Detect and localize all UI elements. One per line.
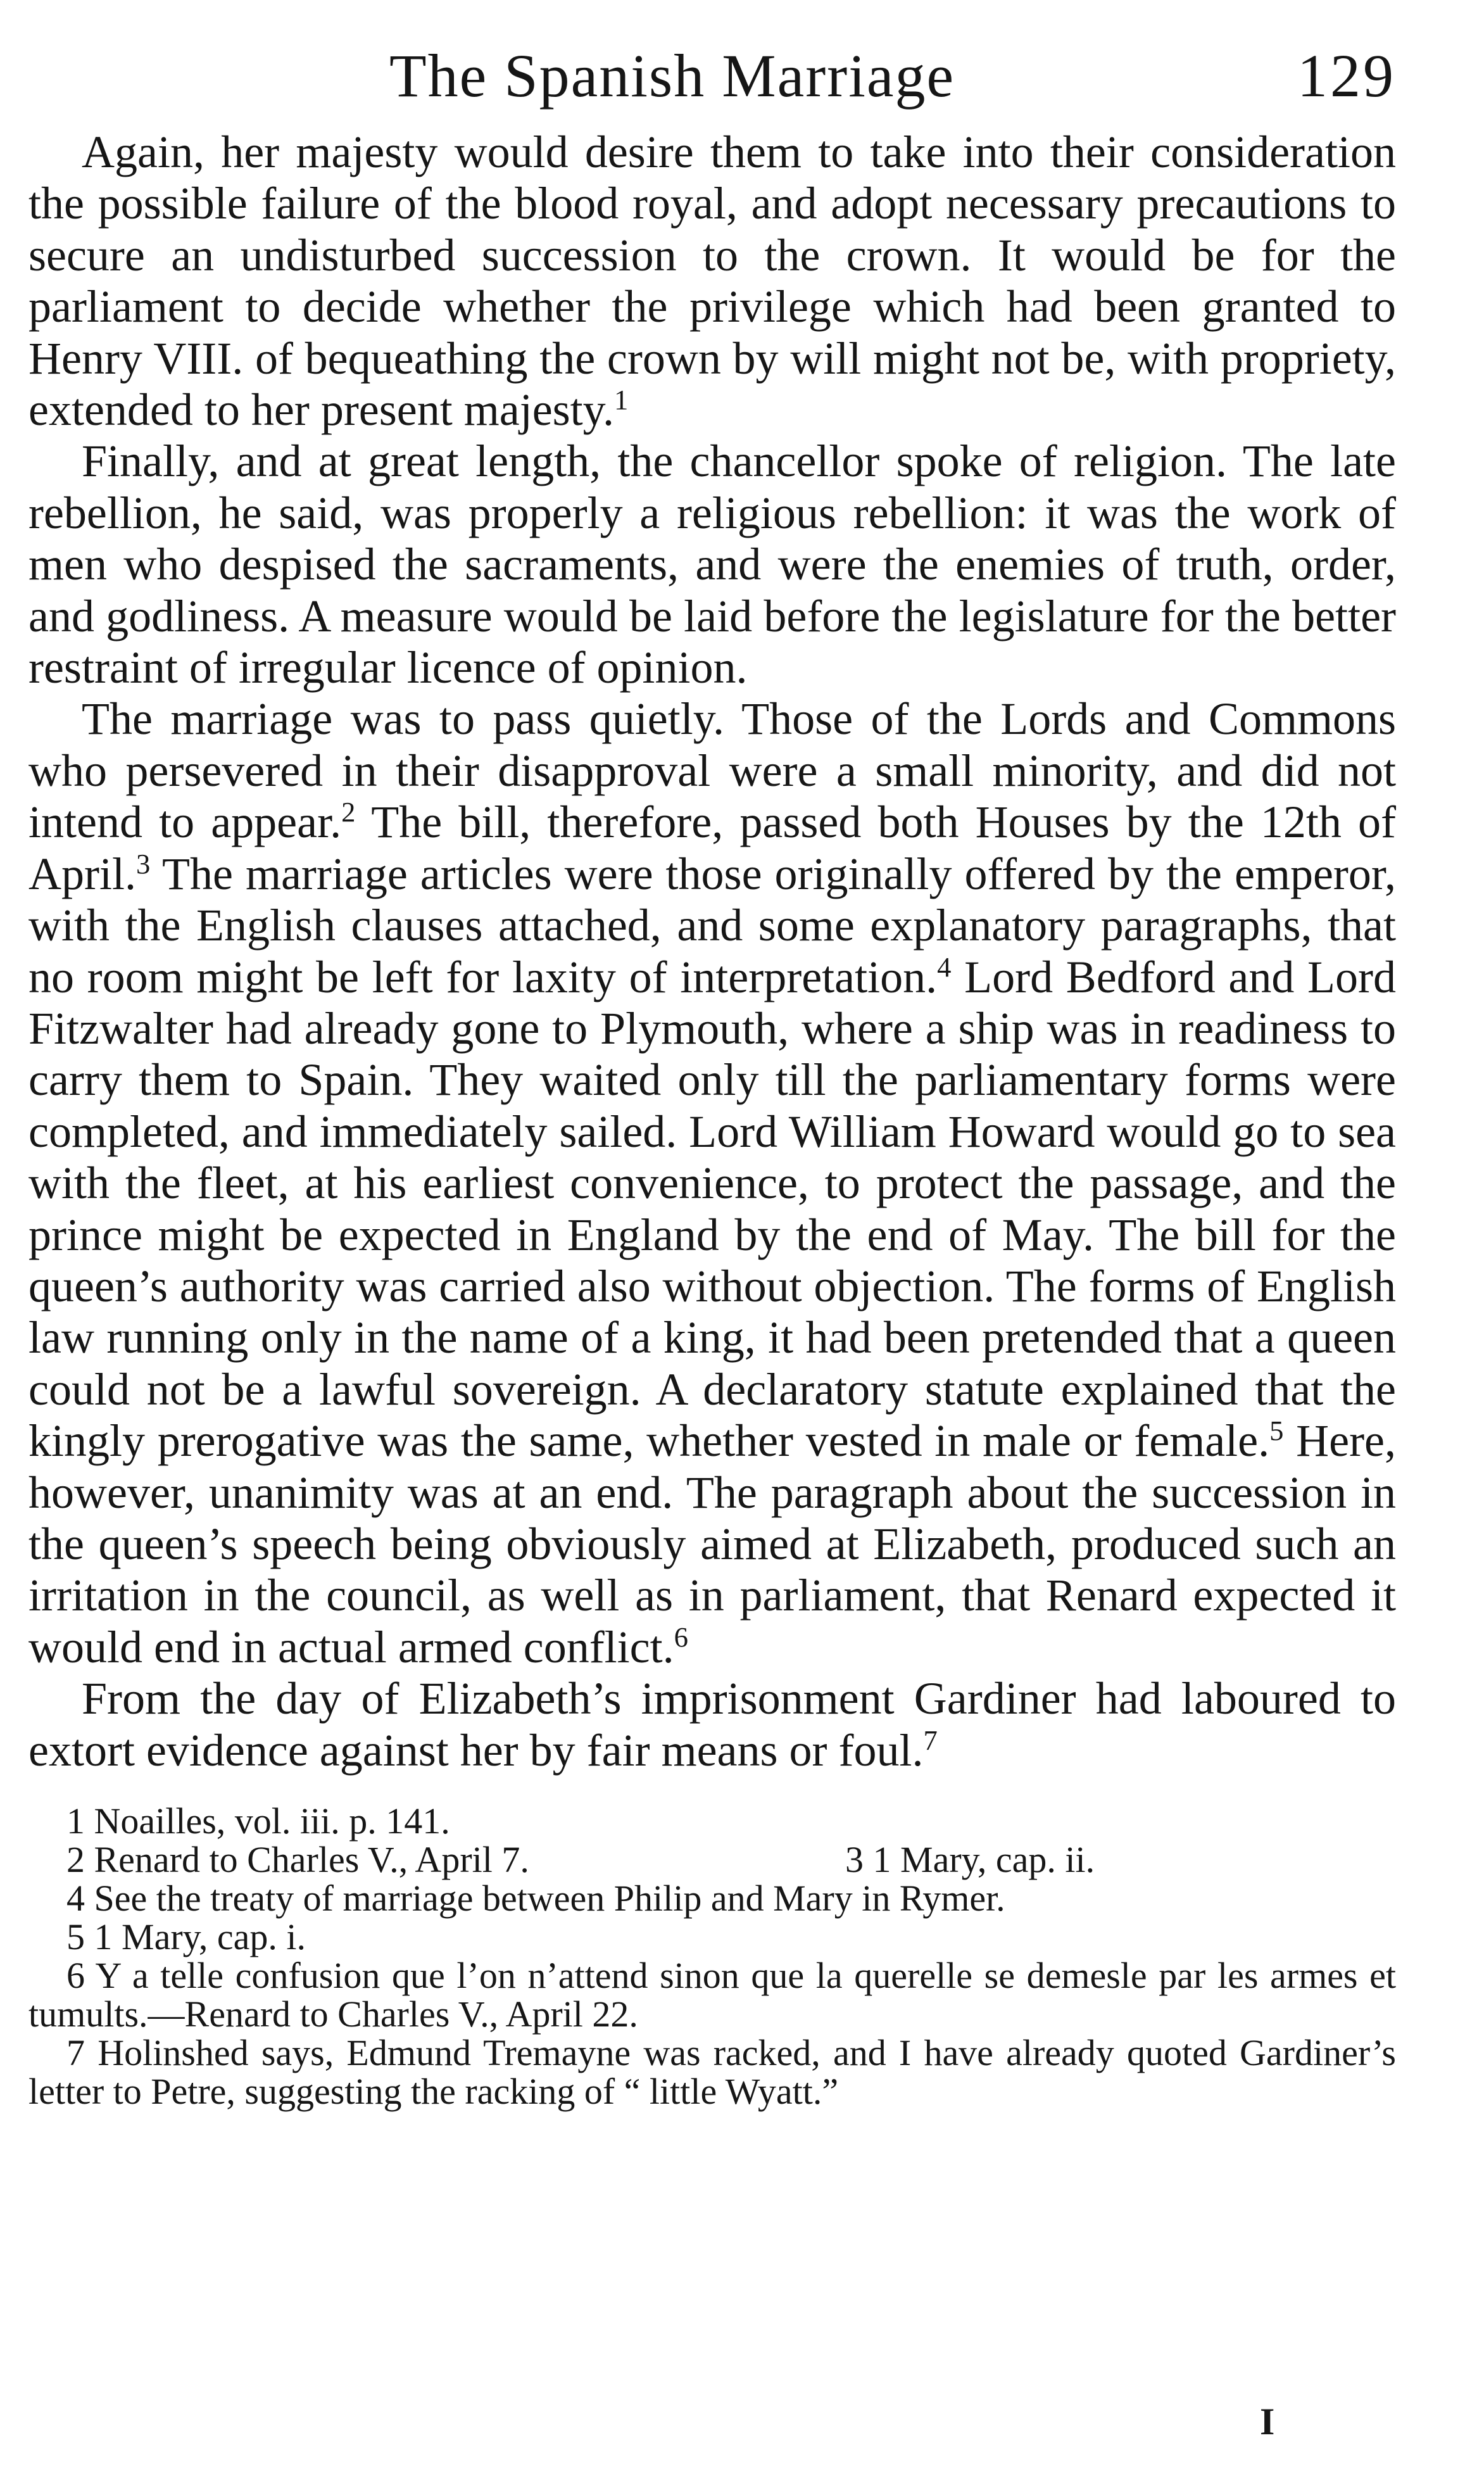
paragraph-text: The marriage articles were those originally offered by the emperor, with the English clauses attached, and some explanatory paragraphs, that no room might be left for laxity of interpretation. xyxy=(28,848,1396,1002)
footnote-ref: 4 xyxy=(937,951,952,983)
paragraph xyxy=(28,1673,1396,1776)
book-page xyxy=(28,38,1396,2111)
footnotes xyxy=(28,1802,1396,2111)
paragraph-text: Lord Bedford and Lord Fitzwalter had already gone to Plymouth, where a ship was in readiness to carry them to Spain. They waited only till the parliamentary forms were completed, and immediately sailed. Lord William Howard would go to sea with the fleet, at his earliest convenience, to protect the passage, and the prince might be expected in England by the end of May. The bill for the queen’s authority was carried also without objection. The forms of English law running only in the name of a king, it had been pretended that a queen could not be a lawful sovereign. A declaratory statute explained that the kingly prerogative was the same, whether vested in male or female. xyxy=(28,951,1396,1467)
footnote-6: 6 Y a telle confusion que l’on n’attend sinon que la querelle se demesle par les armes et tumults.—Renard to Charles V., April 22. xyxy=(28,1955,1396,2035)
page-header xyxy=(28,38,1396,127)
paragraph-text: The bill, therefore, passed both Houses by the 12th of April. xyxy=(28,797,1396,899)
paragraph xyxy=(28,127,1396,436)
paragraph xyxy=(28,436,1396,693)
paragraph-text: Again, her majesty would desire them to take into their consideration the possible failure of the blood royal, and adopt necessary precautions to secure an undisturbed succession to the crown. It would be for the parliament to decide whether the privilege which had been granted to Henry VIII. of bequeathing the crown by will might not be, with propriety, extended to her present majesty. xyxy=(28,127,1396,436)
footnote-4: 4 See the treaty of marriage between Philip and Mary in Rymer. xyxy=(66,1878,1005,1919)
paragraph-text: The marriage was to pass quietly. Those of the Lords and Commons who persevered in their disapproval were a small minority, and did not intend to appear. xyxy=(28,693,1396,848)
footnote-ref: 7 xyxy=(923,1724,938,1756)
running-title: The Spanish Marriage xyxy=(389,42,955,110)
signature-mark: I xyxy=(1260,2401,1278,2443)
footnote-7: 7 Holinshed says, Edmund Tremayne was racked, and I have already quoted Gardiner’s letter to Petre, suggesting the racking of “ little Wyatt.” xyxy=(28,2032,1396,2112)
footnote-row xyxy=(28,1840,1396,1879)
footnote-1: 1 Noailles, vol. iii. p. 141. xyxy=(66,1800,450,1842)
page-number: 129 xyxy=(1297,42,1396,110)
footnote-ref: 6 xyxy=(674,1621,688,1653)
footnote-ref: 3 xyxy=(135,847,151,880)
footnote-ref: 2 xyxy=(341,796,356,828)
body-text xyxy=(28,127,1396,1776)
footnote-ref: 5 xyxy=(1269,1415,1284,1447)
paragraph-text: Finally, and at great length, the chancellor spoke of religion. The late rebellion, he said, was properly a religious rebellion: it was the work of men who despised the sacraments, and were the enemies of truth, order, and godliness. A measure would be laid before the legislature for the better restraint of irregular licence of opinion. xyxy=(28,436,1396,693)
footnote-3: 3 1 Mary, cap. ii. xyxy=(845,1839,1095,1880)
paragraph-text: From the day of Elizabeth’s imprisonment Gardiner had laboured to extort evidence against her by fair means or foul. xyxy=(28,1673,1396,1776)
footnote-5: 5 1 Mary, cap. i. xyxy=(66,1916,306,1957)
footnote-ref: 1 xyxy=(614,384,629,416)
paragraph-text: Here, however, unanimity was at an end. The paragraph about the succession in the queen’s speech being obviously aimed at Elizabeth, produced such an irritation in the council, as well as in parliament, that Renard expected it would end in actual armed conflict. xyxy=(28,1415,1397,1672)
footnote-2: 2 Renard to Charles V., April 7. xyxy=(66,1839,529,1880)
paragraph xyxy=(28,693,1396,1673)
